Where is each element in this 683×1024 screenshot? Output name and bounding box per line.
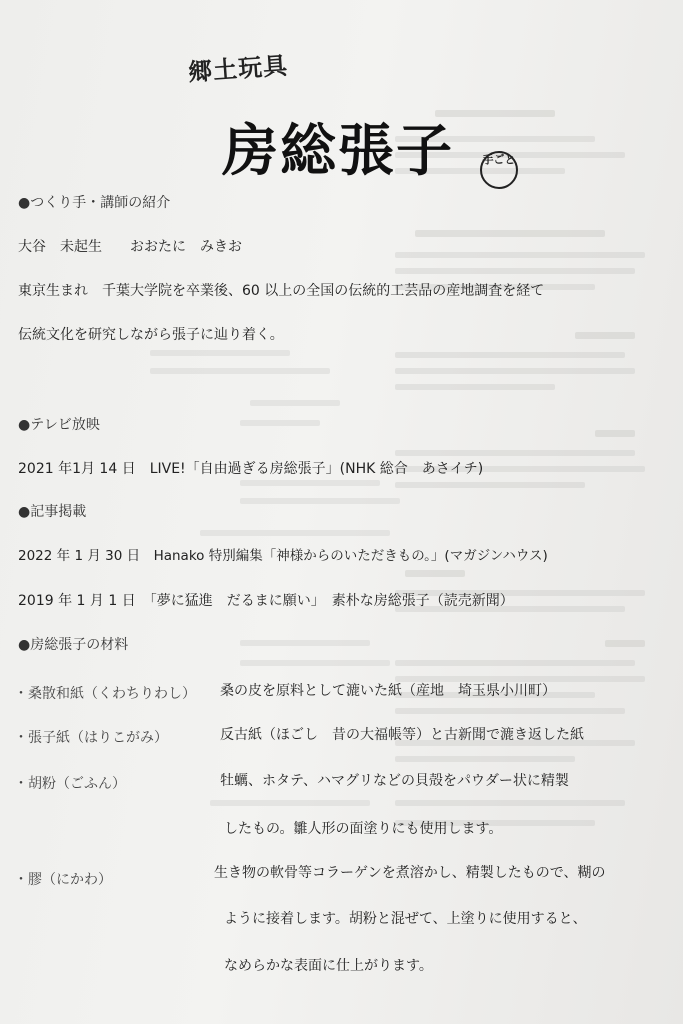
materials-heading: ●房総張子の材料 <box>18 637 129 653</box>
logo-subtitle: 郷土玩具 <box>187 50 290 87</box>
material-label-harikogami: ・張子紙（はりこがみ） <box>14 730 168 746</box>
intro-heading: ●つくり手・講師の紹介 <box>18 195 171 211</box>
material-desc-nikawa-line-2: ように接着します。胡粉と混ぜて、上塗りに使用すると、 <box>224 911 587 927</box>
tv-heading: ●テレビ放映 <box>18 417 100 433</box>
logo <box>180 45 516 205</box>
material-desc-gofun-line-1: 牡蠣、ホタテ、ハマグリなどの貝殻をパウダー状に精製 <box>220 773 569 789</box>
material-desc-gofun-line-2: したもの。雛人形の面塗りにも使用します。 <box>224 821 503 837</box>
material-desc-kuwachiri: 桑の皮を原料として漉いた紙（産地 埼玉県小川町） <box>220 683 556 699</box>
material-desc-nikawa-line-1: 生き物の軟骨等コラーゲンを煮溶かし、精製したもので、糊の <box>214 865 606 881</box>
intro-name: 大谷 未起生 おおたに みきお <box>18 239 242 255</box>
material-desc-harikogami: 反古紙（ほごし 昔の大福帳等）と古新聞で漉き返した紙 <box>220 727 584 743</box>
logo-title: 房総張子 <box>222 118 454 184</box>
material-label-nikawa: ・膠（にかわ） <box>14 872 112 888</box>
tv-item: 2021 年1月 14 日 LIVE!「自由過ぎる房総張子」(NHK 総合 あさイチ) <box>18 461 484 477</box>
material-label-kuwachiri: ・桑散和紙（くわちりわし） <box>14 686 196 702</box>
intro-bio-line-1: 東京生まれ 千葉大学院を卒業後、60 以上の全国の伝統的工芸品の産地調査を経て <box>18 283 545 299</box>
logo-stamp-text: 手ごと <box>482 153 516 166</box>
material-desc-nikawa-line-3: なめらかな表面に仕上がります。 <box>224 958 433 974</box>
reverse-side-show-through <box>395 100 675 880</box>
logo-stamp <box>480 151 518 189</box>
material-label-gofun: ・胡粉（ごふん） <box>14 776 126 792</box>
press-heading: ●記事掲載 <box>18 504 87 520</box>
press-item-1: 2022 年 1 月 30 日 Hanako 特別編集「神様からのいただきもの。」(マガジンハウス) <box>18 548 548 564</box>
intro-bio-line-2: 伝統文化を研究しながら張子に辿り着く。 <box>18 327 284 343</box>
press-item-2: 2019 年 1 月 1 日 「夢に猛進 だるまに願い」 素朴な房総張子（読売新聞） <box>18 593 514 609</box>
